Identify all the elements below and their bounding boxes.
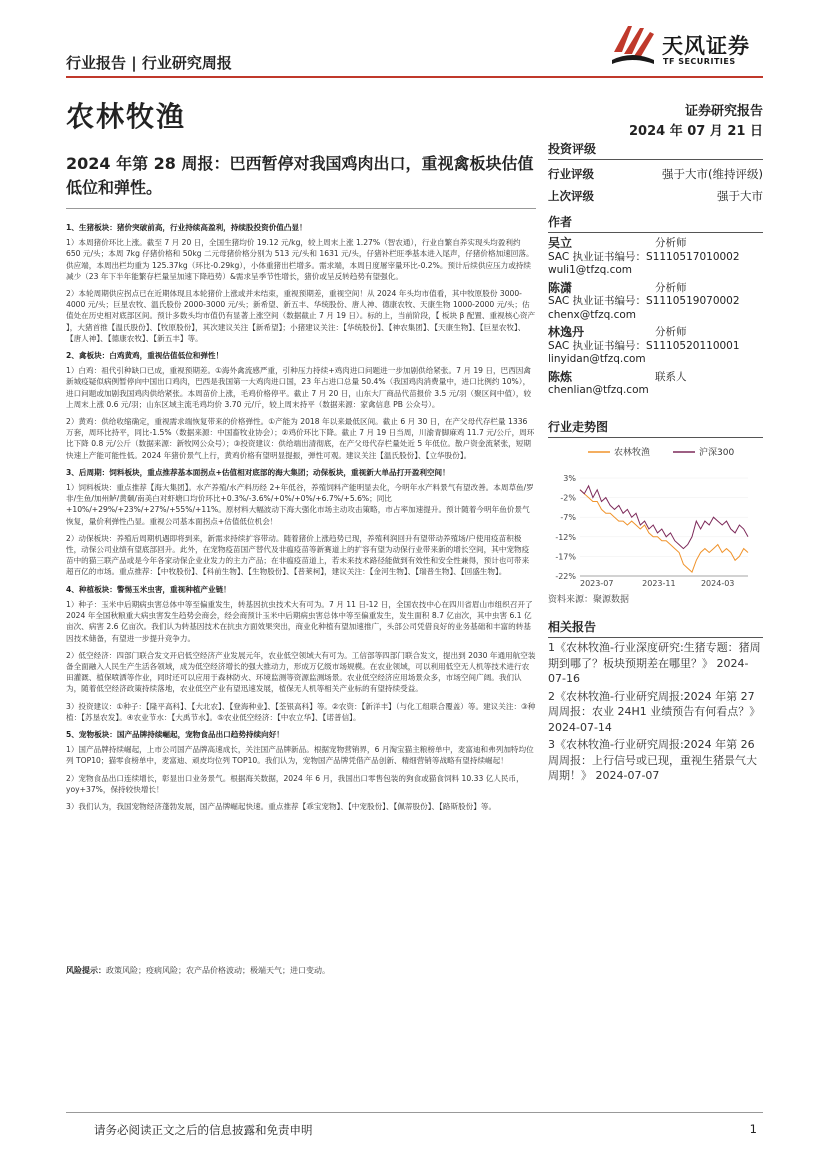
body-paragraph: 1）白鸡：祖代引种缺口已成，重视预期差。①海外禽流感严重，引种压力持续+鸡肉进口问题进一步加剧供给紧张。7 月 19 日，巴西因禽新城疫疑似病例暂停向中国出口鸡肉，巴西是我国第一大鸡肉进口国，23 年占进口总量 50.4%（我国鸡肉消费量中，进口比例约 10%），进口问题或加剧我国鸡肉供给紧张。本周苗价上涨，毛鸡价格停平。截止 7 月 20 日，山东大厂商品代苗报价 3.5 元/羽（聚区间中值），较上周末上涨 0.6 元/羽；山东区域主流毛鸡均价 3.70 元/斤，较上周末持平（数据来源：家禽信息 PB 公众号）。 — [66, 366, 532, 409]
x-tick-label: 2023-11 — [642, 579, 676, 588]
author-list — [548, 237, 763, 398]
report-headline: 2024 年第 28 周报：巴西暂停对我国鸡肉出口，重视禽板块估值低位和弹性。 — [66, 154, 534, 197]
author-name: 林逸丹 — [548, 325, 585, 339]
body-paragraph: 1）种子：玉米中后期病虫害总体中等至偏重发生，转基因抗虫技术大有可为。7 月 11 日-12 日，全国农技中心在四川省眉山市组织召开了 2024 年全国秋粮重大病虫害发生趋势会商会，经会商预计玉米中后期病虫害总体中等至偏重发生，发生面积 8.7 亿亩次，其中虫害 6.1 亿亩次、病害 2.6 亿亩次。我们认为转基因技术在抗虫方面效果突出，商业化种植有望加速推广，头部公司凭借良好的业务基础和丰富的转基因技术储备，有望进一步提升竞争力。 — [66, 599, 533, 643]
body-paragraph: 2）本轮周期供应拐点已在近期体现且本轮猪价上涨或并未结束，重视预期差，重视空间！从 2024 年头均市值看，其中牧原股份 3000-4000 元/头；巨星农牧、温氏股份 2000-3000 元/头；新希望、新五丰、华统股份、唐人神、德康农牧、天康生物 1000-2000 元/头；估值处在历史相对底部区间。预计多数头均市值仍有显著上涨空间（数据截止 7 月 19 日）。标的上，当前阶段，【 板块 β 配置、重视核心资产 】，大猪首推【温氏股份】、【牧原股份】，其次建议关注【新希望】；小猪建议关注：【华统股份】、【神农集团】、【天康生物】、【巨星农牧】、【唐人神】、【德康农牧】、【新五丰】等。 — [66, 289, 536, 343]
legend-label: 农林牧渔 — [614, 448, 651, 458]
y-tick-label: -2% — [560, 493, 576, 503]
related-report-item[interactable]: 1《农林牧渔-行业深度研究:生猪专题：猪周期到哪了？板块预期差在哪里？》 2024-07-16 — [548, 641, 761, 685]
trend-chart — [548, 438, 763, 588]
brand-name-cn: 天风证券 — [662, 34, 750, 58]
report-body — [66, 222, 536, 818]
author-role: 分析师 — [655, 281, 687, 294]
author-entry — [548, 326, 763, 367]
section-heading: 2、禽板块：白鸡黄鸡，重视估值低位和弹性！ — [66, 351, 224, 361]
body-paragraph: 3）投资建议：①种子：【隆平高科】、【大北农】、【登海种业】、【荃银高科】等。②农资：【新洋丰】（与化工组联合覆盖）等。建议关注：③种植：【苏垦农发】。④农业节水：【大禹节水】。⑤农业低空经济：【中农立华】、【诺普信】。 — [66, 701, 536, 722]
body-paragraph: 2）宠物食品出口连续增长，彰显出口业务景气。根据海关数据，2024 年 6 月，我国出口零售包装的狗食或猫食饲料 10.33 亿人民币，yoy+37%，保持较快增长！ — [66, 773, 524, 794]
report-type: 证券研究报告 — [684, 104, 763, 119]
rating-title: 投资评级 — [548, 140, 763, 160]
author-entry — [548, 371, 763, 398]
author-cert: SAC 执业证书编号：S1110517010002 — [548, 250, 740, 263]
author-name: 吴立 — [548, 236, 573, 250]
trend-panel — [548, 418, 763, 605]
author-name-row — [548, 282, 763, 296]
author-entry — [548, 282, 763, 323]
author-entry — [548, 237, 763, 278]
rating-row-previous — [548, 188, 763, 204]
author-cert: SAC 执业证书编号：S1110519070002 — [548, 295, 740, 307]
section-heading: 1、生猪板块：猪价突破前高，行业持续高盈利，持续股投资价值凸显！ — [66, 223, 307, 232]
section-heading: 5、宠物板块：国产品牌持续崛起，宠物食品出口趋势持续向好！ — [66, 729, 284, 739]
footer-divider — [66, 1112, 763, 1113]
x-tick-label: 2024-03 — [700, 579, 735, 588]
y-tick-label: -22% — [555, 572, 576, 581]
series-line — [580, 490, 748, 572]
risk-warning — [66, 965, 536, 976]
document-type: 行业报告 | 行业研究周报 — [66, 54, 232, 72]
trend-title: 行业走势图 — [548, 418, 763, 438]
body-paragraph: 1）本周猪价环比上涨。截至 7 月 20 日，全国生猪均价 19.12 元/kg，较上周末上涨 1.27%（智农通），行业自繁自养实现头均盈利约 650 元/头；本周 7kg 仔猪价格和 50kg 二元母猪价格分别为 513 元/头和 1631 元/头，仔猪补栏旺季基本进入尾声，仔猪价格加速回落。供应端，本周出栏均重为 125.37kg（环比-0.29kg），小体重猪出栏增多。需求端，本周日度屠宰量环比-0.2%。预计后续供应压力或持续减少（23 年下半年能繁存栏量呈加速下降趋势）&需求呈季节性增长，猪价或呈反转趋势有望强化。 — [66, 238, 534, 281]
author-email[interactable]: linyidan@tfzq.com — [548, 353, 646, 365]
y-tick-label: -7% — [560, 513, 576, 523]
section-heading: 4、种植板块：警惕玉米虫害，重视种植产业链！ — [66, 584, 231, 594]
related-report-item[interactable]: 3《农林牧渔-行业研究周报:2024 年第 26 周周报：上行信号或已现，重视生猪景气大周期！》 2024-07-07 — [548, 738, 757, 782]
chart-source: 资料来源：聚源数据 — [548, 595, 630, 605]
y-tick-label: 3% — [563, 474, 576, 483]
related-title: 相关报告 — [548, 618, 763, 638]
related-list — [548, 640, 763, 784]
risk-label: 风险提示： — [66, 966, 106, 975]
author-name-row — [548, 326, 763, 340]
report-date: 2024 年 07 月 21 日 — [629, 124, 763, 139]
author-email[interactable]: chenlian@tfzq.com — [548, 384, 649, 396]
headline-divider — [66, 208, 536, 209]
related-report-item[interactable]: 2《农林牧渔-行业研究周报:2024 年第 27 周周报：农业 24H1 业绩预告有何看点？》 2024-07-14 — [548, 689, 761, 734]
author-name-row — [548, 371, 763, 385]
risk-text: 政策风险；疫病风险；农产品价格波动；极端天气；进口变动。 — [106, 966, 330, 975]
industry-title: 农林牧渔 — [66, 100, 187, 133]
body-paragraph: 2）动保板块：养殖后周期机遇即将到来，新需求持续扩容带动。随着猪价上涨趋势已现，养殖利润回升有望带动养殖场/户使用疫苗积极性，动保公司业绩有望底部回升。此外，在宠物疫苗国产替代及非瘟疫苗等新赛道上的扩容有望为动保行业带来新的增长空间，其中宠物疫苗中的猫三联产品或是今年各家动保企业业发力的主力产品；在非瘟疫苗道上，若未来技术路径能做到有效性和安全性兼得，预计也可带来超百亿的市场。重点推荐：【中牧股份】、【科前生物】、【生物股份】、【普莱柯】，建议关注：【金河生物】、【瑞普生物】、【回盛生物】。 — [66, 533, 530, 577]
brand-name-en: TF SECURITIES — [663, 57, 736, 66]
body-paragraph: 2）黄鸡：供给收缩确定，重视需求端恢复带来的价格弹性。①产能为 2018 年以来最低区间。截止 6 月 30 日，在产父母代存栏量 1336 万套，周环比持平，同比-1.5%（数据来源：中国畜牧业协会）；②鸡价环比下降。截止 7 月 19 日当周，川渝青脚麻鸡 11.7 元/公斤，周环比下降 0.8 元/公斤（数据来源：新牧网公众号）；③投资建议：供给端出清彻底，在产父母代存栏量处近 5 年低位。散户资金流紧张，短期快速上产能可能性低。2024 年猪价景气上行，黄鸡价格有望明显提振，弹性可观。建议关注【温氏股份】、【立华股份】。 — [66, 417, 535, 460]
author-email[interactable]: wuli1@tfzq.com — [548, 264, 633, 276]
author-name-row — [548, 237, 763, 251]
y-tick-label: -17% — [555, 552, 576, 562]
company-logo — [610, 20, 770, 75]
body-paragraph: 1）国产品牌持续崛起，上市公司国产品牌高速成长，关注国产品牌新品。根据宠物营销界，6 月淘宝猫主粮榜单中，麦富迪和弗列加特均位列 TOP10；猫零食榜单中，麦富迪、顽皮均位列 TOP10。我们认为，宠物国产品牌凭借产品创新、精细营销等战略有望持续崛起！ — [66, 745, 534, 766]
author-name: 陈炼 — [548, 369, 573, 384]
rating-value: 强于大市(维持评级) — [662, 167, 763, 181]
authors-title: 作者 — [548, 213, 763, 233]
author-cert: SAC 执业证书编号：S1110520110001 — [548, 339, 740, 352]
rating-label: 上次评级 — [548, 189, 594, 203]
related-panel — [548, 618, 763, 784]
body-paragraph: 3）我们认为，我国宠物经济蓬勃发展，国产品牌崛起快速。重点推荐【乖宝宠物】、【中宠股份】、【佩蒂股份】、【路斯股份】等。 — [66, 801, 497, 811]
section-heading: 3、后周期：饲料板块，重点推荐基本面拐点+估值相对底部的海大集团；动保板块，重视新大单品打开盈利空间！ — [66, 467, 450, 477]
rating-label: 行业评级 — [548, 167, 594, 181]
footer-disclaimer: 请务必阅读正文之后的信息披露和免责申明 — [94, 1123, 313, 1137]
rating-value: 强于大市 — [717, 189, 763, 203]
rating-row-industry — [548, 166, 763, 182]
x-tick-label: 2023-07 — [580, 579, 614, 588]
author-email[interactable]: chenx@tfzq.com — [548, 308, 637, 321]
y-tick-label: -12% — [555, 532, 576, 542]
logo-mark-icon — [610, 22, 656, 68]
legend-label: 沪深300 — [699, 448, 735, 458]
body-paragraph: 1）饲料板块：重点推荐【海大集团】。水产养殖/水产料历经 2+年低谷，养殖饲料产能明显去化，今明年水产料景气有望改善。本周草鱼/罗非/生鱼/加州鲈/黄颡/南美白对虾塘口均价环比+0.3%/-3.6%/+0%/+0%/+6.7%/+5.6%；同比+10%/+29%/+23%/+27%/+55%/+11%。原材料大幅波动下海大强化市场主动攻击策略，市占率加速提升。预计随着今明年鱼价景气恢复，量价利弹性凸显。重视公司基本面拐点+估值低位机会！ — [66, 483, 534, 526]
body-paragraph: 2）低空经济：四部门联合发文开启低空经济产业发展元年，农业低空领域大有可为。工信部等四部门联合发文，提出到 2030 年通用航空装备全面融入人民生产生活各领域，成为低空经济增长的强大推动力，形成万亿级市场规模。在农业领域，可以利用低空无人机等技术进行农田灌溉、植保喷洒等作业，同时还可以应用于森林防火、环境监测等资源监测场景。农业低空经济应用场景众多，市场空间广阔。我们认为，随着低空经济政策持续落地，农业低空产业有望迅速发展，植保无人机等相关产业标的有望持续受益。 — [66, 650, 536, 694]
page-number: 1 — [749, 1122, 757, 1136]
header-divider — [66, 76, 763, 78]
rating-panel — [548, 140, 763, 204]
authors-panel — [548, 213, 763, 398]
author-name: 陈潇 — [548, 280, 573, 295]
author-role: 分析师 — [655, 237, 687, 249]
author-role: 分析师 — [655, 326, 687, 338]
author-role: 联系人 — [655, 370, 687, 383]
